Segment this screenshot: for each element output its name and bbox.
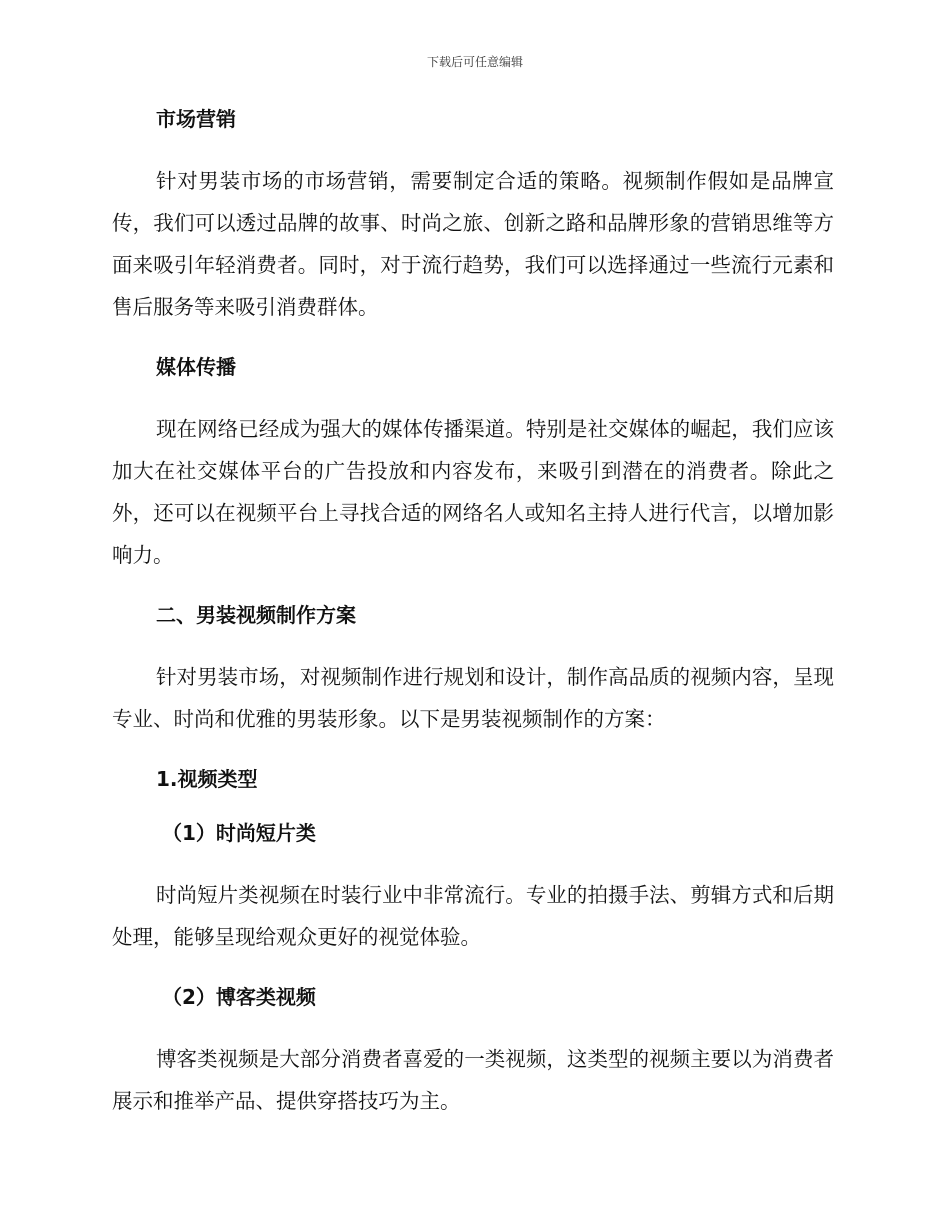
heading-media: 媒体传播 <box>156 355 236 379</box>
heading-marketing: 市场营销 <box>156 107 236 131</box>
heading-blog-videos: （2）博客类视频 <box>162 985 316 1009</box>
paragraph-blog-videos: 博客类视频是大部分消费者喜爱的一类视频，这类型的视频主要以为消费者展示和推举产品、提供穿搭技巧为主。 <box>112 1047 834 1113</box>
paragraph-media: 现在网络已经成为强大的媒体传播渠道。特别是社交媒体的崛起，我们应该加大在社交媒体平台的广告投放和内容发布，来吸引到潜在的消费者。除此之外，还可以在视频平台上寻找合适的网络名人或知名主持人进行代言，以增加影响力。 <box>112 417 834 567</box>
document-body <box>112 104 834 1122</box>
heading-video-types: 1.视频类型 <box>156 767 258 791</box>
paragraph-marketing: 针对男装市场的市场营销，需要制定合适的策略。视频制作假如是品牌宣传，我们可以透过品牌的故事、时尚之旅、创新之路和品牌形象的营销思维等方面来吸引年轻消费者。同时，对于流行趋势，我们可以选择通过一些流行元素和售后服务等来吸引消费群体。 <box>112 169 834 319</box>
paragraph-fashion-shorts: 时尚短片类视频在时装行业中非常流行。专业的拍摄手法、剪辑方式和后期处理，能够呈现给观众更好的视觉体验。 <box>112 883 834 949</box>
paragraph-plan: 针对男装市场，对视频制作进行规划和设计，制作高品质的视频内容，呈现专业、时尚和优雅的男装形象。以下是男装视频制作的方案： <box>112 665 834 731</box>
heading-fashion-shorts: （1）时尚短片类 <box>162 821 316 845</box>
header-note: 下载后可任意编辑 <box>426 55 523 69</box>
heading-plan: 二、男装视频制作方案 <box>156 603 356 627</box>
